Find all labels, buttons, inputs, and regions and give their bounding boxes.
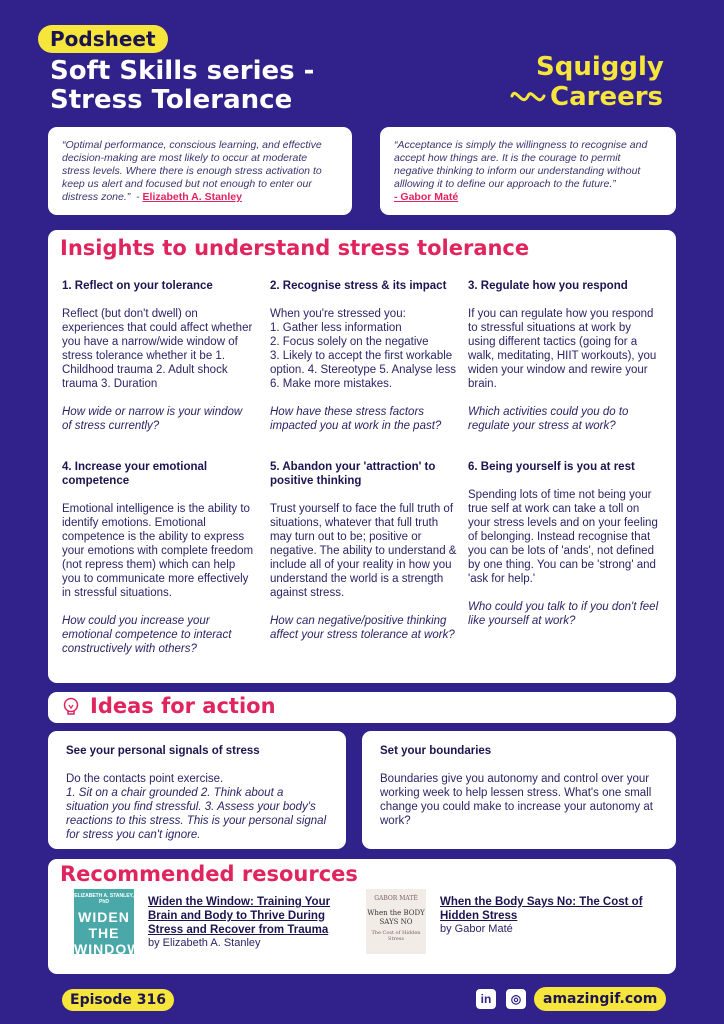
insight-item-3 bbox=[468, 279, 660, 433]
insight-body: Reflect (but don't dwell) on experiences that could affect whether you have a narrow/wide window of stress tolerance whether it be 1. Childhood trauma 2. Adult shock trauma 3. Duration bbox=[62, 308, 253, 390]
ideas-title: Ideas for action bbox=[90, 694, 276, 718]
book-cover-widen-the-window bbox=[74, 889, 142, 957]
insight-question: How wide or narrow is your window of stress currently? bbox=[62, 406, 243, 432]
insight-heading: 2. Recognise stress & its impact bbox=[270, 280, 447, 292]
quote-card-stanley bbox=[48, 127, 352, 215]
linkedin-icon[interactable]: in bbox=[476, 989, 496, 1009]
book-author: by Elizabeth A. Stanley bbox=[148, 937, 261, 949]
quote-text: “Optimal performance, conscious learning, and effective decision-making are most likely to occur at moderate stress levels. Where there is enough stress activation to keep us alert and focused but not enough to enter our distress zone.” - Elizabeth A. Stanley bbox=[62, 139, 322, 203]
idea-body: Boundaries give you autonomy and control over your working week to help lessen stress. What's one small change you could make to increase your autonomy at work? bbox=[380, 773, 653, 827]
insight-heading: 1. Reflect on your tolerance bbox=[62, 280, 213, 292]
idea-heading: See your personal signals of stress bbox=[66, 745, 260, 757]
cover-title: WIDEN THE WINDOW bbox=[74, 909, 142, 957]
logo-word-careers: Careers bbox=[550, 82, 664, 112]
book-link-when-the-body-says-no[interactable]: When the Body Says No: The Cost of Hidden Stress bbox=[440, 896, 643, 922]
book-link-widen-the-window[interactable]: Widen the Window: Training Your Brain and Body to Thrive During Stress and Recover from Trauma bbox=[148, 896, 331, 936]
cover-subtitle: The Cost of Hidden Stress bbox=[371, 930, 421, 942]
ideas-header bbox=[48, 692, 676, 723]
insight-item-2 bbox=[270, 279, 462, 433]
idea-heading: Set your boundaries bbox=[380, 745, 492, 757]
book-cover-when-the-body-says-no bbox=[366, 889, 426, 954]
quote-body: “Acceptance is simply the willingness to recognise and accept how things are. It is the courage to permit negative thinking to inform our understanding without alllowing it to define our approach to the future.” bbox=[394, 139, 648, 190]
insight-item-4 bbox=[62, 460, 254, 656]
episode-badge: Episode 316 bbox=[62, 989, 174, 1011]
podsheet-badge: Podsheet bbox=[38, 25, 168, 53]
quote-author-link[interactable]: Elizabeth A. Stanley bbox=[142, 191, 242, 203]
insight-heading: 4. Increase your emotional competence bbox=[62, 461, 208, 487]
insight-body: Spending lots of time not being your true self at work can take a toll on your stress levels and on your feeling of belonging. Instead recognise that you can be lots of 'ands', not defined by one thing. You can be 'strong' and 'ask for help.' bbox=[468, 489, 658, 585]
insight-heading: 3. Regulate how you respond bbox=[468, 280, 628, 292]
page-title bbox=[50, 57, 314, 115]
idea-card-signals bbox=[48, 731, 346, 849]
website-link[interactable]: amazingif.com bbox=[534, 987, 666, 1011]
insight-item-1 bbox=[62, 279, 254, 433]
quote-body: “Optimal performance, conscious learning, and effective decision-making are most likely to occur at moderate stress levels. Where there is enough stress activation to keep us alert and focused but not enough to enter our distress zone.” bbox=[62, 139, 322, 203]
insight-question: Who could you talk to if you don't feel like yourself at work? bbox=[468, 601, 659, 627]
quote-card-mate bbox=[380, 127, 676, 215]
insight-question: How could you increase your emotional competence to interact constructively with others? bbox=[62, 615, 232, 655]
instagram-icon[interactable]: ◎ bbox=[506, 989, 526, 1009]
insight-item-5 bbox=[270, 460, 462, 642]
insight-heading: 6. Being yourself is you at rest bbox=[468, 461, 635, 473]
idea-steps: 1. Sit on a chair grounded 2. Think about a situation you find stressful. 3. Assess your body's reactions to this stress. This is your personal signal for stress you can't ignore. bbox=[66, 787, 327, 841]
lightbulb-icon bbox=[62, 697, 80, 717]
logo-word-squiggly: Squiggly bbox=[536, 52, 664, 82]
idea-card-boundaries bbox=[362, 731, 676, 849]
cover-title: When the BODY SAYS NO bbox=[367, 909, 425, 926]
cover-author: GABOR MATÉ bbox=[374, 895, 418, 902]
insight-question: Which activities could you do to regulate your stress at work? bbox=[468, 406, 629, 432]
insight-body: If you can regulate how you respond to stressful situations at work by using different tactics (going for a walk, meditating, HIIT workouts), you widen your window and rewire your brain. bbox=[468, 308, 657, 390]
squiggle-icon bbox=[510, 84, 550, 110]
resources-section bbox=[48, 859, 676, 974]
cover-author: ELIZABETH A. STANLEY, PhD bbox=[74, 893, 134, 905]
title-line-2: Stress Tolerance bbox=[50, 85, 293, 115]
insight-body: When you're stressed you: 1. Gather less information 2. Focus solely on the negative 3. Likely to accept the first workable option. 4. Stereotype 5. Analyse less 6. Make more mistakes. bbox=[270, 308, 457, 390]
insight-question: How can negative/positive thinking affect your stress tolerance at work? bbox=[270, 615, 455, 641]
insight-body: Trust yourself to face the full truth of situations, whatever that full truth may turn out to be; positive or negative. The ability to understand & include all of your reality in how you understand the world is a strength against stress. bbox=[270, 503, 457, 599]
book-author: by Gabor Maté bbox=[440, 923, 513, 935]
title-line-1: Soft Skills series - bbox=[50, 56, 315, 86]
squiggly-careers-logo bbox=[510, 52, 680, 114]
insight-item-6 bbox=[468, 460, 660, 628]
insights-title: Insights to understand stress tolerance bbox=[60, 236, 530, 260]
insight-heading: 5. Abandon your 'attraction' to positive thinking bbox=[270, 461, 436, 487]
resources-title: Recommended resources bbox=[60, 862, 358, 886]
idea-body bbox=[66, 772, 328, 842]
insight-body: Emotional intelligence is the ability to identify emotions. Emotional competence is the ability to express your emotions with complete freedom (not repress them) which can help you to communicate more effectively in stressful situations. bbox=[62, 503, 254, 599]
idea-intro: Do the contacts point exercise. bbox=[66, 773, 224, 785]
quote-author-link[interactable]: - Gabor Maté bbox=[394, 191, 459, 203]
insight-question: How have these stress factors impacted you at work in the past? bbox=[270, 406, 442, 432]
quote-text bbox=[380, 127, 676, 204]
insights-section bbox=[48, 230, 676, 683]
